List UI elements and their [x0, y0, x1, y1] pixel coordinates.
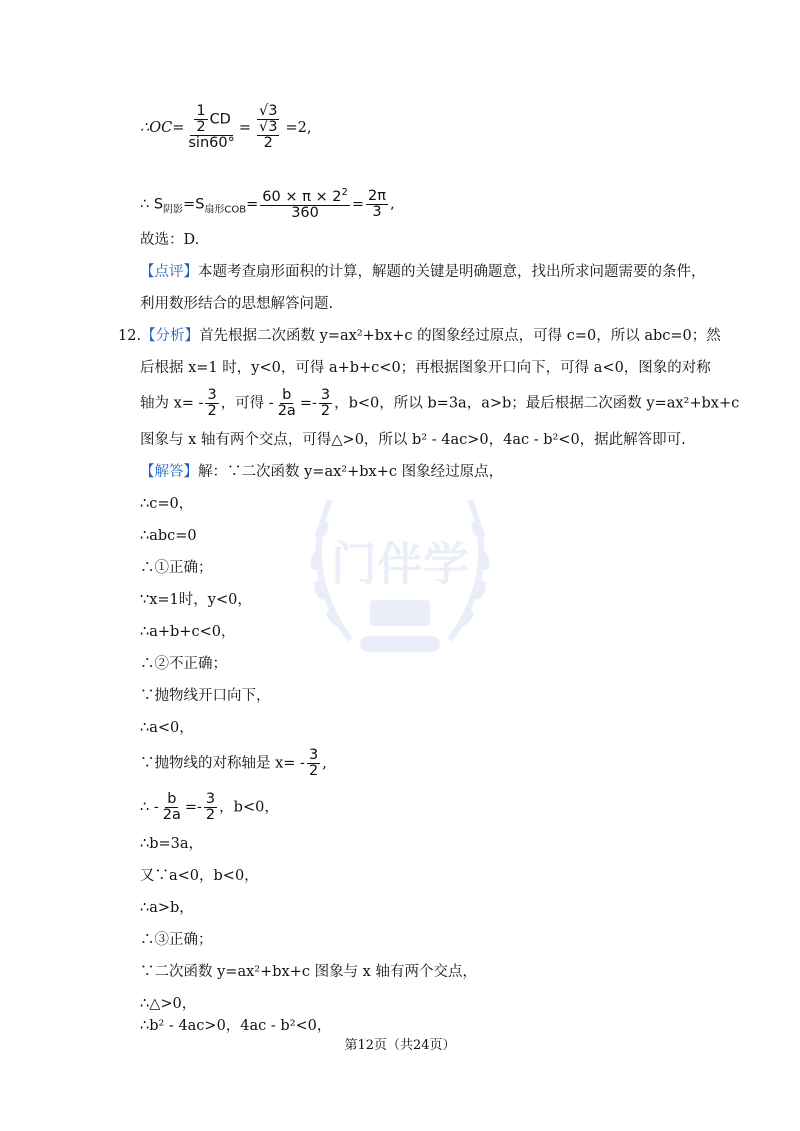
- comment-text-1: 本题考查扇形面积的计算，解题的关键是明确题意，找出所求问题需要的条件，: [198, 264, 706, 280]
- area-num-text: 60 × π × 2: [262, 188, 342, 205]
- step-line: ∴a>b，: [140, 900, 194, 916]
- oc-equation: [140, 104, 311, 152]
- eq-sign: =: [238, 119, 251, 136]
- analysis-line-3: [140, 388, 739, 419]
- question-number: 12.: [118, 328, 142, 344]
- result-den: 3: [372, 204, 382, 221]
- sin60-label: sin60°: [188, 135, 235, 152]
- area-sup: 2: [341, 187, 348, 198]
- th2-num: 3: [320, 387, 331, 403]
- three-halves-fraction-2: [319, 388, 332, 419]
- axis-fraction: [307, 748, 320, 779]
- analysis-text-3c: ，b<0，所以 b=3a，a>b；最后根据二次函数 y=ax²+bx+c: [334, 395, 740, 412]
- inner-sqrt-den: 2: [263, 135, 273, 152]
- axis-text: 轴为 x= -: [140, 395, 204, 412]
- th-den: 2: [207, 403, 217, 420]
- oc-prefix: ∴OC=: [140, 119, 185, 136]
- step-line: ∴b² - 4ac>0，4ac - b²<0，: [140, 1018, 332, 1034]
- area-num: [260, 188, 350, 206]
- step-line: ∴a+b+c<0，: [140, 624, 236, 640]
- shaded-area-equation: [140, 188, 395, 221]
- analysis-line-4: 图象与 x 轴有两个交点，可得△>0，所以 b² - 4ac>0，4ac - b²<0，据此解答即可.: [140, 432, 686, 448]
- area-den: 360: [291, 205, 319, 222]
- neg-eq: =-: [184, 799, 202, 816]
- eq-neg: =-: [299, 395, 317, 412]
- solution-first: 解：∵二次函数 y=ax²+bx+c 图象经过原点，: [198, 464, 504, 480]
- step-line: ∴③正确；: [140, 932, 213, 948]
- step-line: ∴c=0，: [140, 496, 194, 512]
- axis-step-text: ∵抛物线的对称轴是 x= -: [140, 755, 305, 772]
- half-num: 1: [196, 103, 206, 119]
- ax-num: 3: [308, 747, 319, 763]
- three-halves-fraction: [205, 388, 218, 419]
- shade-prefix: ∴ S: [140, 196, 164, 213]
- sqrt-den: [253, 120, 283, 151]
- shade-eq: =S: [183, 196, 205, 213]
- neg-den: 2a: [162, 807, 181, 824]
- comment-line-1: [140, 262, 706, 282]
- neg-step: [140, 792, 279, 823]
- sqrt-num: √3: [259, 103, 278, 119]
- step-line: ∴①正确；: [140, 560, 213, 576]
- cd-label: CD: [209, 111, 231, 128]
- comma: ,: [389, 196, 395, 213]
- comment-line-2: 利用数形结合的思想解答问题.: [140, 296, 334, 312]
- solution-line: [140, 462, 503, 482]
- ax-den: 2: [308, 763, 319, 780]
- neg2-num: 3: [205, 791, 216, 807]
- inner-sqrt-fraction: [257, 120, 279, 151]
- axis-step: [140, 748, 327, 779]
- comment-tag: 【点评】: [140, 264, 198, 280]
- step-line: ∴abc=0: [140, 528, 197, 544]
- b-den: 2a: [277, 403, 296, 420]
- analysis-line-2: 后根据 x=1 时，y<0，可得 a+b+c<0；再根据图象开口向下，可得 a<0，图象的对称: [140, 360, 711, 376]
- step-line: ∴b=3a，: [140, 836, 204, 852]
- page-footer: 第12页（共24页）: [344, 1038, 456, 1053]
- inner-sqrt-num: √3: [259, 119, 278, 136]
- result-fraction: [366, 189, 388, 220]
- neg-end: ，b<0，: [219, 799, 279, 816]
- step-line: ∵x=1时，y<0，: [140, 592, 252, 608]
- step-line: 又∵a<0，b<0，: [140, 868, 259, 884]
- step-line: ∵二次函数 y=ax²+bx+c 图象与 x 轴有两个交点，: [140, 964, 477, 980]
- analysis-tag: 【分析】: [141, 328, 200, 344]
- neg-num: b: [167, 791, 177, 807]
- th2-den: 2: [320, 403, 331, 420]
- b-num: b: [282, 387, 292, 403]
- step-line: ∴a<0，: [140, 720, 194, 736]
- th-num: 3: [207, 387, 217, 403]
- solution-tag: 【解答】: [140, 464, 198, 480]
- oc-fraction: [186, 104, 236, 152]
- step-line: ∴②不正确；: [140, 656, 227, 672]
- analysis-text-1: 首先根据二次函数 y=ax²+bx+c 的图象经过原点，可得 c=0，所以 abc=0；然: [199, 328, 721, 344]
- neg-prefix: ∴ -: [140, 799, 159, 816]
- shade-sub: 阴影: [163, 204, 184, 216]
- choose-line: 故选：D.: [140, 232, 200, 248]
- half-fraction: [194, 104, 207, 135]
- axis-end: ,: [322, 755, 327, 772]
- area-fraction: [260, 188, 350, 221]
- sector-eq: =: [246, 196, 259, 213]
- neg2-den: 2: [205, 807, 216, 824]
- step-line: ∵抛物线开口向下，: [140, 688, 271, 704]
- neg-fraction: [161, 792, 183, 823]
- eq3: =: [351, 196, 364, 213]
- half-den: 2: [196, 119, 206, 136]
- neg-fraction-2: [204, 792, 217, 823]
- sector-sub: 扇形COB: [204, 204, 247, 216]
- oc-numerator: [190, 104, 233, 136]
- step-line: ∴△>0，: [140, 996, 197, 1012]
- eq-result: =2,: [285, 119, 312, 136]
- watermark-text: 门伴学: [331, 537, 469, 591]
- result-num: 2π: [367, 187, 386, 204]
- obtain-text: ，可得 -: [220, 395, 274, 412]
- b-over-2a-fraction: [276, 388, 298, 419]
- analysis-line-1: [118, 326, 721, 346]
- sqrt-fraction: [253, 104, 283, 152]
- watermark-logo: [290, 460, 510, 680]
